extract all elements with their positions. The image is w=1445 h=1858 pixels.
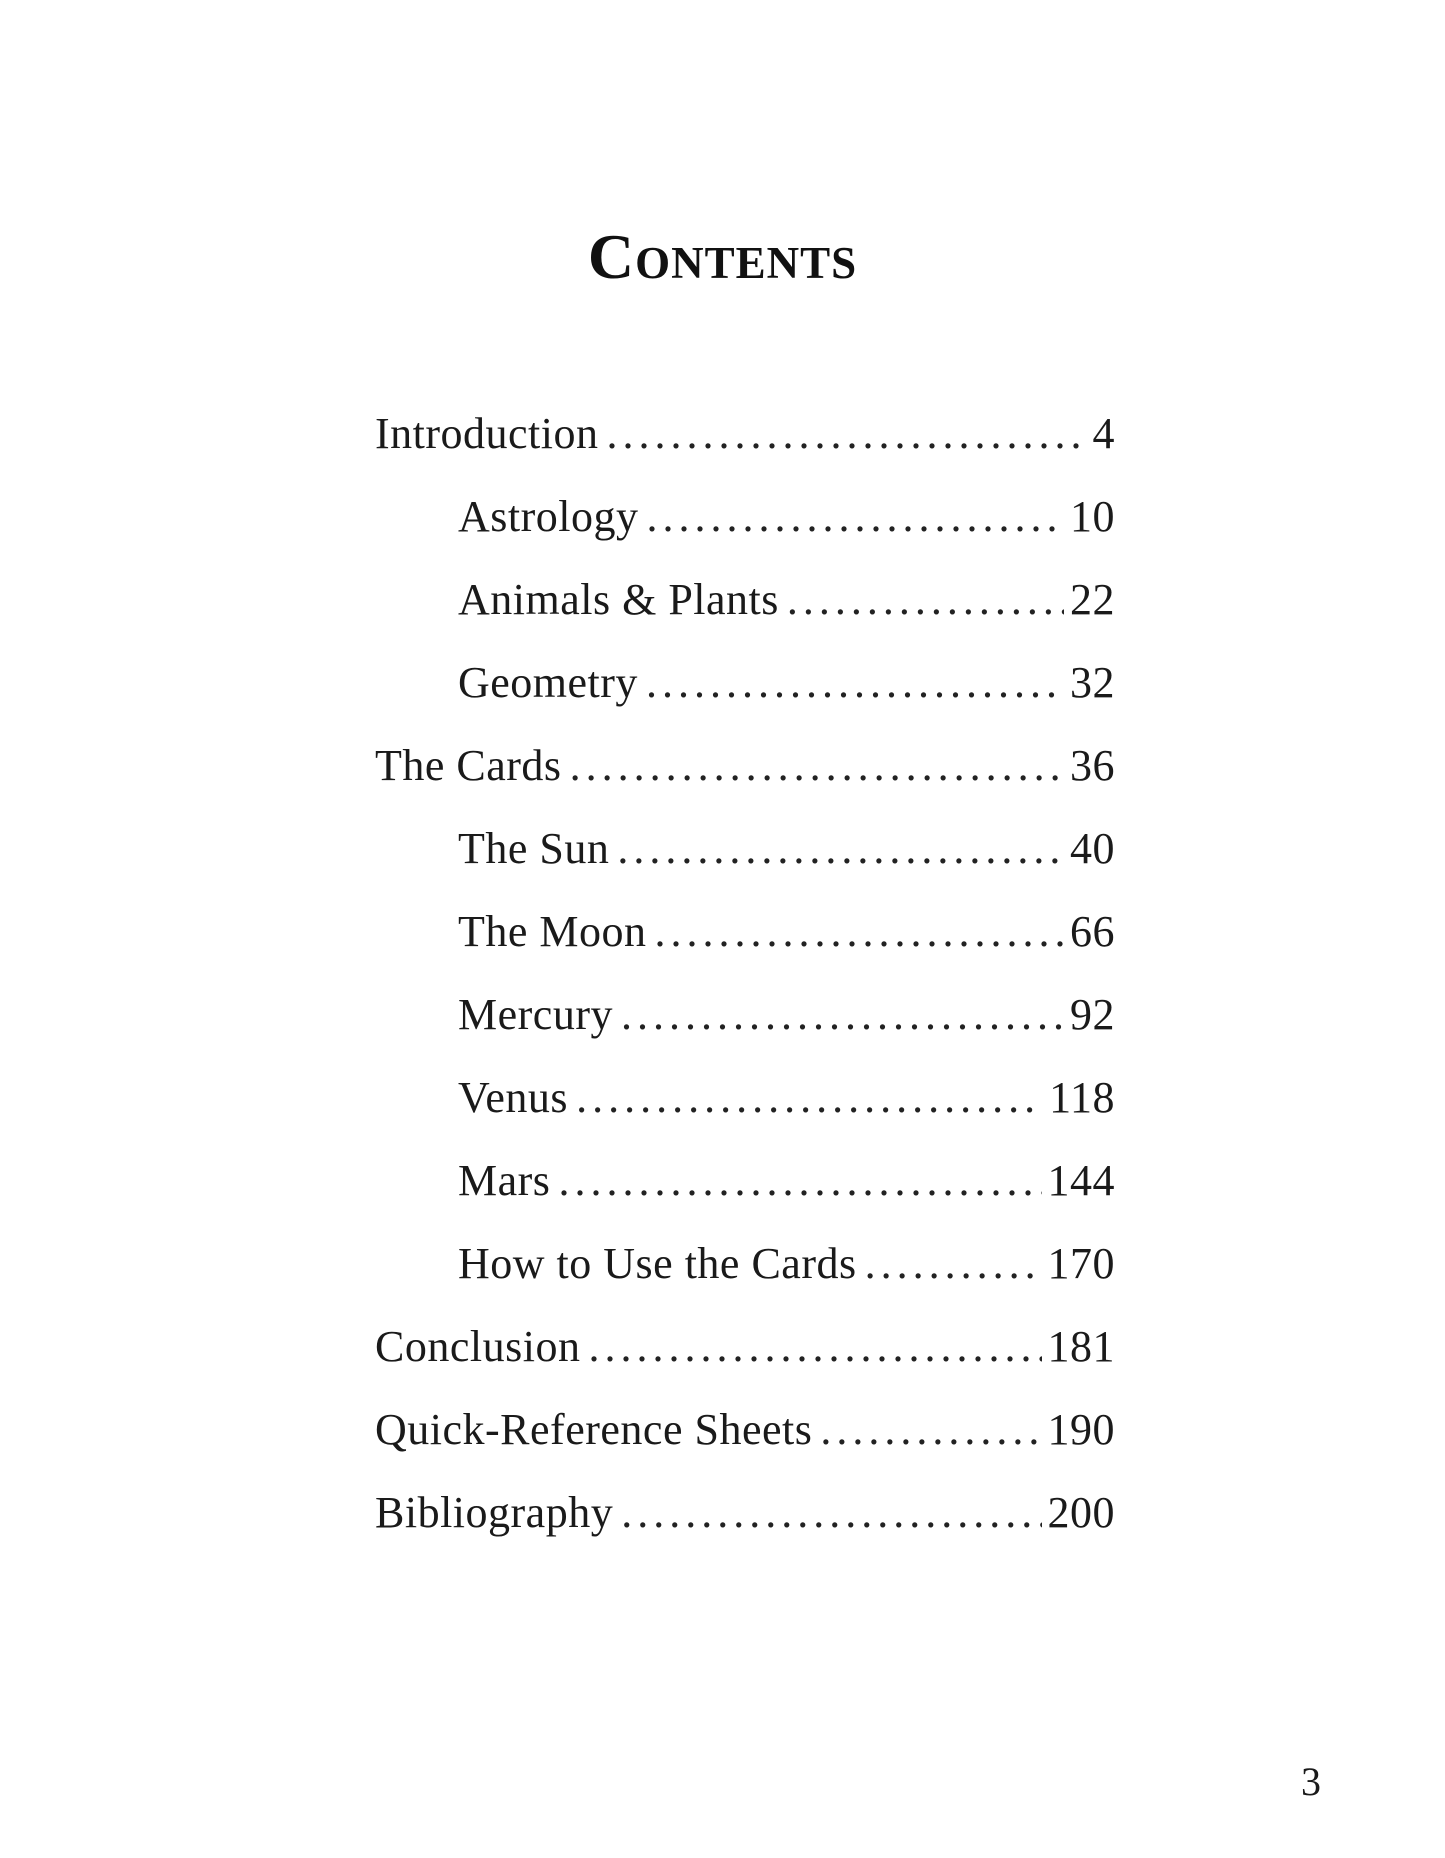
toc-entry[interactable] [375,807,1115,890]
toc-entry-label: The Sun [458,824,610,873]
toc-entry-label: Conclusion [375,1322,581,1371]
toc-entry-page: 66 [1070,907,1115,956]
toc-entry[interactable] [375,1056,1115,1139]
dot-leader [607,392,1087,475]
toc-entry-page: 22 [1070,575,1115,624]
page-title: Contents [587,221,858,292]
toc-entry-label: Mars [458,1156,551,1205]
toc-entry-page: 10 [1070,492,1115,541]
toc-entry-page: 118 [1049,1073,1115,1122]
toc-entry-page: 36 [1070,741,1115,790]
dot-leader [576,1056,1043,1139]
toc-entry[interactable] [375,1388,1115,1471]
toc-entry-label: Introduction [375,409,599,458]
dot-leader [617,807,1064,890]
toc-entry-page: 32 [1070,658,1115,707]
dot-leader [588,1305,1041,1388]
toc-entry-label: Mercury [458,990,613,1039]
dot-leader [558,1139,1041,1222]
toc-entry-label: Quick-Reference Sheets [375,1405,813,1454]
toc-entry[interactable] [375,1471,1115,1554]
toc-entry-label: The Moon [458,907,647,956]
toc-entry-label: Animals & Plants [458,575,779,624]
dot-leader [570,724,1064,807]
toc-entry-label: Astrology [458,492,639,541]
toc-entry-page: 144 [1047,1156,1115,1205]
toc-entry-label: How to Use the Cards [458,1239,857,1288]
dot-leader [647,475,1065,558]
dot-leader [820,1388,1041,1471]
dot-leader [787,558,1064,641]
dot-leader [865,1222,1042,1305]
toc-entry[interactable] [375,1305,1115,1388]
dot-leader [621,1471,1041,1554]
page-number: 3 [1301,1759,1321,1804]
toc-entry-page: 4 [1092,409,1115,458]
dot-leader [621,973,1064,1056]
toc-entry-label: Geometry [458,658,638,707]
toc-entry[interactable] [375,1222,1115,1305]
toc-entry-label: Bibliography [375,1488,614,1537]
toc-entry-page: 190 [1047,1405,1115,1454]
toc-entry-page: 181 [1047,1322,1115,1371]
table-of-contents [375,392,1115,1554]
toc-entry[interactable] [375,1139,1115,1222]
toc-entry-label: The Cards [375,741,562,790]
toc-entry[interactable] [375,392,1115,475]
toc-entry[interactable] [375,890,1115,973]
toc-entry[interactable] [375,724,1115,807]
toc-entry-page: 92 [1070,990,1115,1039]
dot-leader [646,641,1064,724]
toc-entry[interactable] [375,641,1115,724]
dot-leader [655,890,1064,973]
toc-entry-page: 200 [1047,1488,1115,1537]
toc-entry-page: 170 [1047,1239,1115,1288]
toc-entry-page: 40 [1070,824,1115,873]
toc-entry[interactable] [375,973,1115,1056]
toc-entry[interactable] [375,475,1115,558]
toc-entry-label: Venus [458,1073,569,1122]
toc-entry[interactable] [375,558,1115,641]
